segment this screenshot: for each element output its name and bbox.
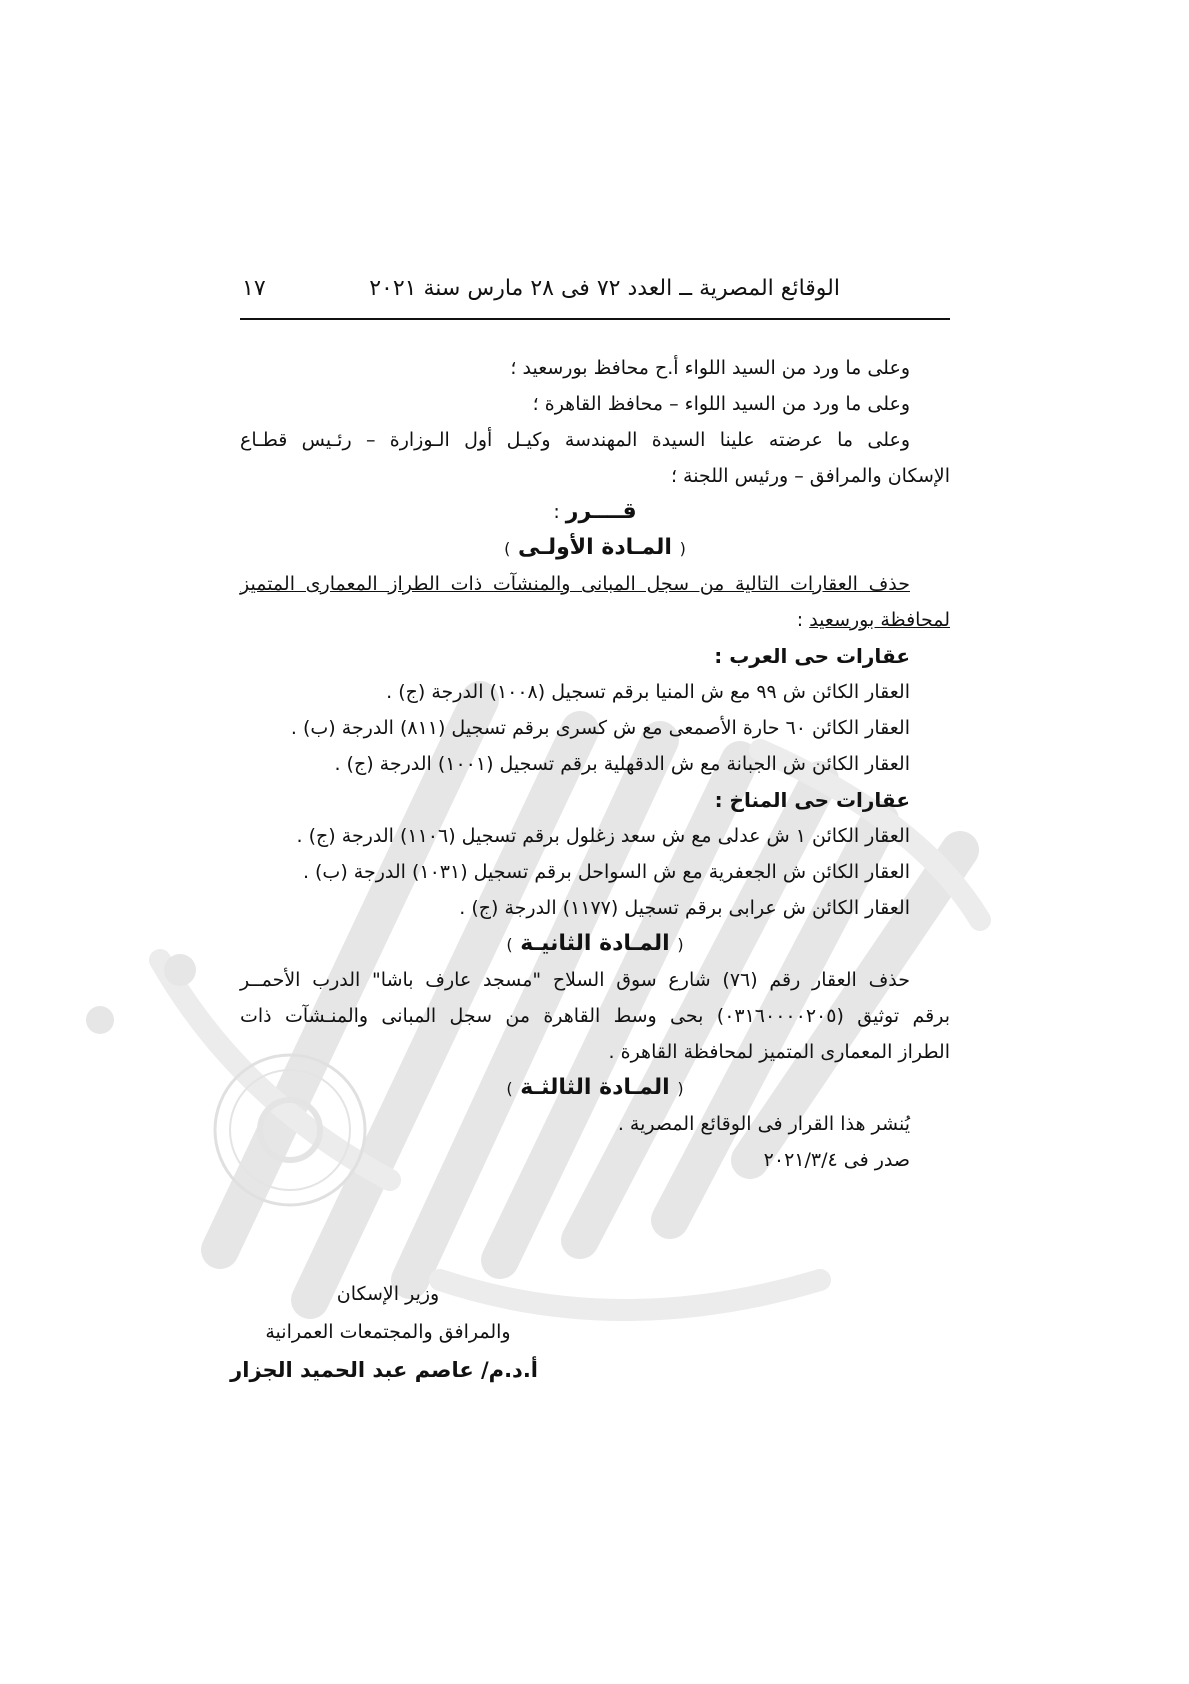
article1-line: حذف العقارات التالية من سجل المبانى والمنشآت ذات الطراز المعمارى المتميز [240, 573, 910, 595]
decree-heading [240, 494, 950, 530]
list-item: العقار الكائن ش ٩٩ مع ش المنيا برقم تسجيل (١٠٠٨) الدرجة (ج) . [386, 681, 910, 703]
list-item: العقار الكائن ١ ش عدلى مع ش سعد زغلول برقم تسجيل (١١٠٦) الدرجة (ج) . [296, 825, 910, 847]
preamble-line: وعلى ما ورد من السيد اللواء أ.ح محافظ بورسعيد ؛ [510, 357, 910, 379]
signature-role: وزير الإسكان [336, 1283, 440, 1305]
preamble-line: الإسكان والمرافق – ورئيس اللجنة ؛ [670, 465, 950, 487]
gazette-title: الوقائع المصرية ــ العدد ٧٢ فى ٢٨ مارس سنة ٢٠٢١ [369, 276, 840, 301]
document-body [240, 350, 950, 1178]
preamble-line: وعلى ما ورد من السيد اللواء – محافظ القاهرة ؛ [532, 393, 910, 415]
article2-heading: ( المـادة الثانيـة ) [506, 931, 684, 956]
issue-date: صدر فى ٢٠٢١/٣/٤ [763, 1149, 910, 1171]
article2-line: برقم توثيق (٠٣١٦٠٠٠٠٢٠٥) بحى وسط القاهرة من سجل المبانى والمنـشآت ذات [240, 1005, 950, 1027]
article2-line: الطراز المعمارى المتميز لمحافظة القاهرة . [608, 1041, 950, 1063]
page-number: ١٧ [242, 276, 266, 301]
section-title-al-manakh: عقارات حى المناخ : [714, 788, 910, 812]
signature-role: والمرافق والمجتمعات العمرانية [265, 1321, 511, 1343]
list-item: العقار الكائن ش الجبانة مع ش الدقهلية برقم تسجيل (١٠٠١) الدرجة (ج) . [334, 753, 910, 775]
article3-heading: ( المـادة الثالثـة ) [506, 1075, 684, 1100]
article2-line: حذف العقار رقم (٧٦) شارع سوق السلاح "مسجد عارف باشا" الدرب الأحمــر [240, 969, 910, 991]
signature-block [230, 1275, 538, 1389]
article1-line: لمحافظة بورسعيد : [796, 609, 950, 631]
decree-word: قــــرر [565, 499, 637, 524]
article3-title: المـادة الثالثـة [520, 1075, 670, 1100]
page-header [240, 272, 950, 320]
preamble-line: وعلى ما عرضته علينا السيدة المهندسة وكيـل أول الـوزارة – رئـيس قطـاع [240, 429, 910, 451]
decree-colon: : [553, 501, 560, 523]
section-title-al-arab: عقارات حى العرب : [714, 644, 910, 668]
article1-heading: ( المـادة الأولـى ) [504, 535, 686, 560]
article2-title: المـادة الثانيـة [520, 931, 670, 956]
article1-title: المـادة الأولـى [518, 535, 672, 560]
article3-line: يُنشر هذا القرار فى الوقائع المصرية . [617, 1113, 910, 1135]
list-item: العقار الكائن ش عرابى برقم تسجيل (١١٧٧) الدرجة (ج) . [459, 897, 910, 919]
list-item: العقار الكائن ش الجعفرية مع ش السواحل برقم تسجيل (١٠٣١) الدرجة (ب) . [302, 861, 910, 883]
signature-name: أ.د.م/ عاصم عبد الحميد الجزار [230, 1358, 538, 1382]
list-item: العقار الكائن ٦٠ حارة الأصمعى مع ش كسرى برقم تسجيل (٨١١) الدرجة (ب) . [290, 717, 910, 739]
